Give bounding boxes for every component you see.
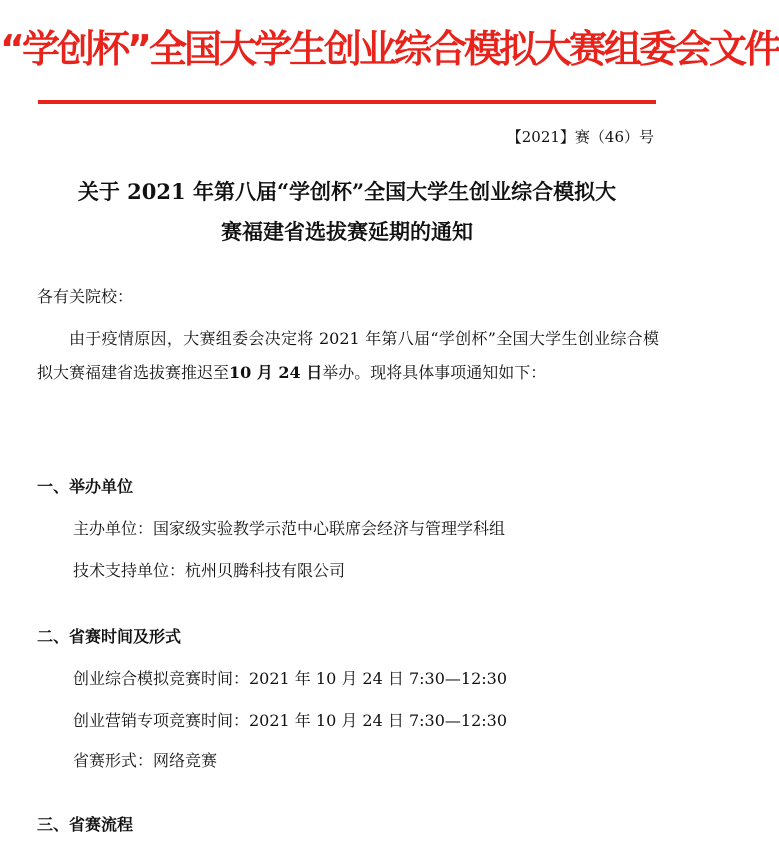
section-1-line-1: 主办单位：国家级实验教学示范中心联席会经济与管理学科组 (73, 519, 506, 538)
salutation: 各有关院校： (37, 287, 134, 306)
red-divider (38, 100, 656, 104)
section-heading-2: 二、省赛时间及形式 (37, 627, 182, 646)
postponed-date: 10 月 24 日 (229, 363, 323, 382)
document-number: 【2021】赛（46）号 (506, 128, 654, 146)
intro-text-1: 由于疫情原因，大赛组委会决定将 2021 年第八届“学创杯”全国大学生创业综合模拟大赛福建省选拔赛推迟至 (37, 329, 659, 382)
document-header (0, 0, 779, 112)
intro-text-2: 举办。现将具体事项通知如下： (322, 363, 547, 382)
section-2-line-3: 省赛形式：网络竞赛 (73, 751, 218, 770)
section-2-line-1: 创业综合模拟竞赛时间：2021 年 10 月 24 日 7:30—12:30 (73, 669, 507, 688)
notice-title (34, 172, 660, 252)
notice-title-line-2: 赛福建省选拔赛延期的通知 (221, 219, 473, 244)
section-heading-1: 一、举办单位 (37, 477, 134, 496)
intro-paragraph (37, 322, 659, 390)
section-2-line-2: 创业营销专项竞赛时间：2021 年 10 月 24 日 7:30—12:30 (73, 711, 507, 730)
section-1-line-2: 技术支持单位：杭州贝腾科技有限公司 (73, 561, 346, 580)
notice-title-line-1: 关于 2021 年第八届“学创杯”全国大学生创业综合模拟大 (77, 179, 617, 204)
organization-title: “学创杯”全国大学生创业综合模拟大赛组委会文件 (0, 27, 779, 71)
section-heading-3: 三、省赛流程 (37, 815, 134, 834)
